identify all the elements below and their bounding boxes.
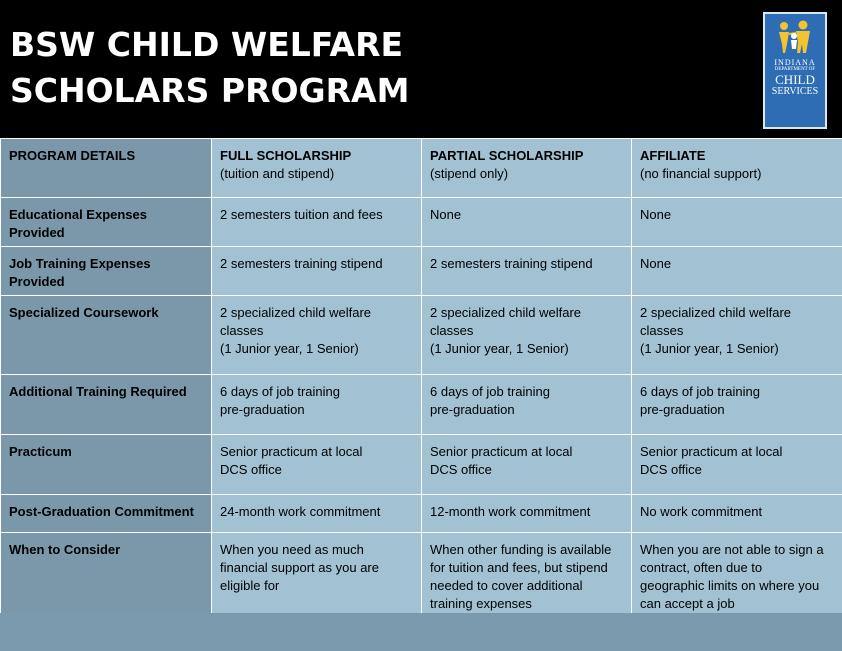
cell-affiliate: None — [632, 247, 842, 296]
column-subheader: (no financial support) — [640, 166, 762, 181]
cell-full: 2 semesters training stipend — [212, 247, 422, 296]
cell-affiliate: 6 days of job training pre-graduation — [632, 375, 842, 435]
logo-text-services: SERVICES — [771, 86, 819, 97]
children-figures-icon — [775, 20, 815, 54]
row-label: Job Training Expenses Provided — [1, 247, 212, 296]
logo-text-department: DEPARTMENT OF — [774, 67, 816, 72]
cell-partial: When other funding is available for tuition and fees, but stipend needed to cover additional training expenses — [422, 533, 632, 634]
dcs-logo — [763, 12, 827, 129]
column-header-full-scholarship: FULL SCHOLARSHIP (tuition and stipend) — [212, 139, 422, 198]
cell-full: 6 days of job training pre-graduation — [212, 375, 422, 435]
column-header-affiliate: AFFILIATE (no financial support) — [632, 139, 842, 198]
column-subheader: (tuition and stipend) — [220, 166, 335, 181]
cell-full: 24-month work commitment — [212, 495, 422, 533]
table-row — [1, 198, 842, 247]
cell-full: 2 semesters tuition and fees — [212, 198, 422, 247]
table-row — [1, 375, 842, 435]
cell-full: 2 specialized child welfare classes (1 Junior year, 1 Senior) — [212, 296, 422, 375]
table-row — [1, 296, 842, 375]
cell-affiliate: Senior practicum at local DCS office — [632, 435, 842, 495]
logo-text-state: INDIANA — [774, 58, 816, 67]
cell-affiliate: 2 specialized child welfare classes (1 Junior year, 1 Senior) — [632, 296, 842, 375]
page-title — [10, 22, 409, 114]
cell-affiliate: None — [632, 198, 842, 247]
row-label: Practicum — [1, 435, 212, 495]
cell-partial: Senior practicum at local DCS office — [422, 435, 632, 495]
header-banner — [0, 0, 842, 138]
logo-text-child: CHILD — [775, 72, 815, 87]
column-subheader: (stipend only) — [430, 166, 509, 181]
row-label: Additional Training Required — [1, 375, 212, 435]
cell-full: When you need as much financial support as you are eligible for — [212, 533, 422, 634]
cell-partial: 6 days of job training pre-graduation — [422, 375, 632, 435]
table-row — [1, 495, 842, 533]
cell-partial: None — [422, 198, 632, 247]
footer-band — [0, 613, 842, 651]
title-line-2: SCHOLARS PROGRAM — [10, 71, 410, 110]
row-label: Educational Expenses Provided — [1, 198, 212, 247]
cell-partial: 12-month work commitment — [422, 495, 632, 533]
cell-partial: 2 specialized child welfare classes (1 Junior year, 1 Senior) — [422, 296, 632, 375]
program-comparison-table — [0, 138, 842, 634]
cell-affiliate: No work commitment — [632, 495, 842, 533]
title-line-1: BSW CHILD WELFARE — [10, 25, 404, 64]
cell-partial: 2 semesters training stipend — [422, 247, 632, 296]
table-header-row — [1, 139, 842, 198]
table-row — [1, 435, 842, 495]
cell-full: Senior practicum at local DCS office — [212, 435, 422, 495]
cell-affiliate: When you are not able to sign a contract, often due to geographic limits on where you can accept a job — [632, 533, 842, 634]
row-label: When to Consider — [1, 533, 212, 634]
table-row — [1, 247, 842, 296]
row-label: Post-Graduation Commitment — [1, 495, 212, 533]
column-header-program-details: PROGRAM DETAILS — [1, 139, 212, 198]
column-header-partial-scholarship: PARTIAL SCHOLARSHIP (stipend only) — [422, 139, 632, 198]
row-label: Specialized Coursework — [1, 296, 212, 375]
